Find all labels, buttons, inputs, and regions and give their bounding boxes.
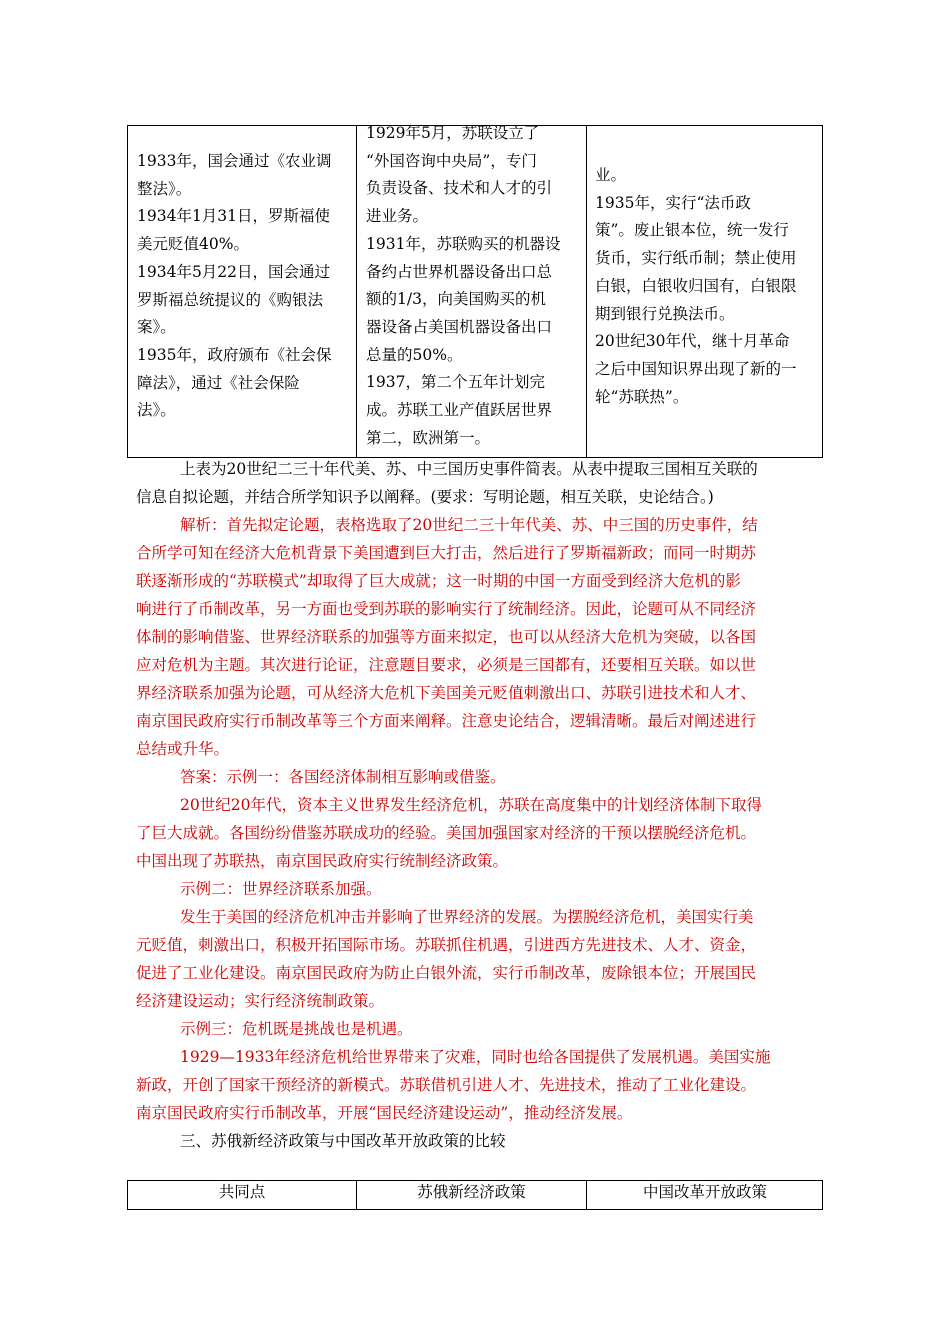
cell-line: 案》。 — [137, 318, 176, 337]
answer-text — [136, 763, 826, 1127]
table-divider — [356, 126, 357, 457]
cell-line: 白银，白银收归国有，白银限 — [595, 276, 797, 295]
cell-line: 期到银行兑换法币。 — [595, 304, 735, 323]
analysis-line: 应对危机为主题。其次进行论证，注意题目要求，必须是三国都有，还要相互关联。如以世 — [136, 656, 757, 674]
cell-line: 成。苏联工业产值跃居世界 — [366, 401, 553, 420]
cell-line: 轮“苏联热”。 — [595, 387, 689, 406]
cell-line: 额的1/3，向美国购买的机 — [366, 290, 546, 309]
cell-line: 策”。废止银本位，统一发行 — [595, 221, 789, 240]
cell-line: 备约占世界机器设备出口总 — [366, 262, 553, 281]
section-heading — [136, 1127, 826, 1155]
cell-line: 整法》。 — [137, 179, 192, 198]
example-1-title: 答案：示例一：各国经济体制相互影响或借鉴。 — [180, 768, 506, 786]
events-table — [127, 125, 823, 458]
cell-line: 货币，实行纸币制；禁止使用 — [595, 249, 797, 268]
cell-line: 第二，欧洲第一。 — [366, 428, 491, 447]
cell-line: 1937，第二个五年计划完 — [366, 373, 545, 392]
question-line: 上表为20世纪二三十年代美、苏、中三国历史事件简表。从表中提取三国相互关联的 — [180, 460, 758, 478]
analysis-line: 界经济联系加强为论题，可从经济大危机下美国美元贬值刺激出口、苏联引进技术和人才、 — [136, 684, 757, 702]
cell-line: 1934年1月31日，罗斯福使 — [137, 207, 331, 226]
answer-line: 了巨大成就。各国纷纷借鉴苏联成功的经验。美国加强国家对经济的干预以摆脱经济危机。 — [136, 824, 757, 842]
cell-line: “外国咨询中央局”，专门 — [366, 151, 537, 170]
cell-line: 1933年，国会通过《农业调 — [137, 152, 332, 170]
table-header-reform: 中国改革开放政策 — [642, 1183, 767, 1201]
cell-line: 之后中国知识界出现了新的一 — [595, 359, 797, 378]
answer-line: 1929—1933年经济危机给世界带来了灾难，同时也给各国提供了发展机遇。美国实施 — [180, 1048, 771, 1066]
example-3-title: 示例三：危机既是挑战也是机遇。 — [180, 1020, 413, 1038]
analysis-line: 南京国民政府实行币制改革等三个方面来阐释。注意史论结合，逻辑清晰。最后对阐述进行 — [136, 712, 757, 730]
cell-line: 器设备占美国机器设备出口 — [366, 317, 553, 336]
analysis-text — [136, 511, 826, 763]
answer-line: 20世纪20年代，资本主义世界发生经济危机，苏联在高度集中的计划经济体制下取得 — [180, 796, 762, 814]
cell-line: 障法》，通过《社会保险 — [137, 373, 300, 392]
answer-line: 中国出现了苏联热，南京国民政府实行统制经济政策。 — [136, 852, 509, 870]
analysis-line: 解析：首先拟定论题，表格选取了20世纪二三十年代美、苏、中三国的历史事件，结 — [180, 516, 758, 534]
comparison-table — [127, 1180, 823, 1210]
answer-line: 新政，开创了国家干预经济的新模式。苏联借机引进人才、先进技术，推动了工业化建设。 — [136, 1076, 757, 1094]
cell-line: 1931年，苏联购买的机器设 — [366, 234, 561, 253]
table-header-nep: 苏俄新经济政策 — [417, 1183, 526, 1201]
section-heading-text: 三、苏俄新经济政策与中国改革开放政策的比较 — [180, 1132, 506, 1150]
answer-line: 元贬值，刺激出口，积极开拓国际市场。苏联抓住机遇，引进西方先进技术、人才、资金， — [136, 936, 757, 954]
cell-line: 1935年，政府颁布《社会保 — [137, 345, 332, 364]
cell-line: 1929年5月，苏联设立了 — [366, 124, 540, 142]
cell-line: 美元贬值40%。 — [137, 235, 249, 254]
question-line: 信息自拟论题，并结合所学知识予以阐释。(要求：写明论题，相互关联，史论结合。) — [136, 488, 714, 506]
example-2-title: 示例二：世界经济联系加强。 — [180, 880, 382, 898]
answer-line: 南京国民政府实行币制改革，开展“国民经济建设运动”，推动经济发展。 — [136, 1104, 633, 1122]
analysis-line: 联逐渐形成的“苏联模式”却取得了巨大成就；这一时期的中国一方面受到经济大危机的影 — [136, 572, 741, 590]
cell-line: 总量的50%。 — [366, 345, 463, 364]
answer-line: 促进了工业化建设。南京国民政府为防止白银外流，实行币制改革，废除银本位；开展国民 — [136, 964, 757, 982]
cell-line: 20世纪30年代，继十月革命 — [595, 332, 790, 351]
cell-line: 1934年5月22日，国会通过 — [137, 262, 331, 281]
table-cell-ussr — [366, 120, 560, 452]
analysis-line: 体制的影响借鉴、世界经济联系的加强等方面来拟定，也可以从经济大危机为突破，以各国 — [136, 628, 757, 646]
table-header-common: 共同点 — [218, 1183, 266, 1201]
answer-line: 经济建设运动；实行经济统制政策。 — [136, 992, 385, 1010]
table-divider — [586, 126, 587, 457]
analysis-line: 合所学可知在经济大危机背景下美国遭到巨大打击，然后进行了罗斯福新政；而同一时期苏 — [136, 544, 757, 562]
answer-line: 发生于美国的经济危机冲击并影响了世界经济的发展。为摆脱经济危机，美国实行美 — [180, 908, 754, 926]
table-cell-usa — [137, 148, 331, 425]
cell-line: 法》。 — [137, 401, 176, 420]
analysis-line: 响进行了币制改革，另一方面也受到苏联的影响实行了统制经济。因此，论题可从不同经济 — [136, 600, 757, 618]
table-cell-china — [595, 162, 797, 411]
cell-line: 进业务。 — [366, 207, 429, 226]
cell-line: 罗斯福总统提议的《购银法 — [137, 290, 324, 309]
cell-line: 1935年，实行“法币政 — [595, 193, 751, 212]
cell-line: 负责设备、技术和人才的引 — [366, 179, 553, 198]
cell-line: 业。 — [595, 166, 627, 184]
analysis-line: 总结或升华。 — [136, 740, 230, 758]
question-text — [136, 455, 826, 511]
